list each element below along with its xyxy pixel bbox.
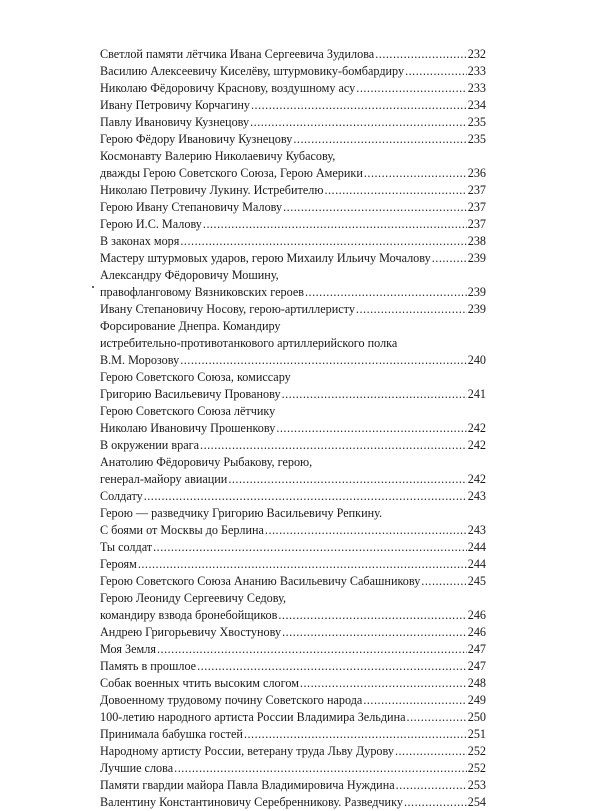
toc-entry	[100, 573, 486, 590]
toc-page-number: 247	[467, 659, 486, 673]
dot-leader	[250, 114, 467, 131]
toc-entry	[100, 658, 486, 675]
toc-entry	[100, 199, 486, 216]
toc-entry-title: 100-летию народного артиста России Владимира Зельдина	[100, 710, 406, 724]
toc-page-number: 244	[467, 557, 486, 571]
toc-entry-title: Принимала бабушка гостей	[100, 727, 243, 741]
dot-leader	[244, 726, 467, 743]
toc-entry-title: В законах моря	[100, 234, 180, 248]
toc-entry-title: Ивану Степановичу Носову, герою-артиллеристу	[100, 302, 355, 316]
toc-entry	[100, 46, 486, 63]
toc-page-number: 239	[467, 251, 486, 265]
toc-entry	[100, 63, 486, 80]
toc-entry-title: Герою Леониду Сергеевичу Седову,	[100, 591, 286, 605]
toc-page-number: 239	[467, 285, 486, 299]
toc-entry-title: Собак военных чтить высоким слогом	[100, 676, 299, 690]
dot-leader	[174, 760, 467, 777]
dot-leader	[396, 777, 467, 794]
toc-entry	[100, 454, 486, 471]
toc-entry-title: Народному артисту России, ветерану труда Льву Дурову	[100, 744, 394, 758]
toc-page-number: 252	[467, 744, 486, 758]
toc-entry-title: В.М. Морозову	[100, 353, 180, 367]
dot-leader	[203, 216, 467, 233]
toc-entry-title: Космонавту Валерию Николаевичу Кубасову,	[100, 149, 336, 163]
toc-entry	[100, 794, 486, 811]
toc-entry-title: Память в прошлое	[100, 659, 197, 673]
toc-entry	[100, 131, 486, 148]
dot-leader	[375, 46, 467, 63]
toc-entry	[100, 318, 486, 335]
toc-page-number: 238	[467, 234, 486, 248]
toc-entry	[100, 80, 486, 97]
toc-entry	[100, 777, 486, 794]
toc-entry-title: Ты солдат	[100, 540, 153, 554]
toc-entry	[100, 284, 486, 301]
dot-leader	[200, 437, 467, 454]
toc-page-number: 234	[467, 98, 486, 112]
toc-entry	[100, 607, 486, 624]
toc-entry	[100, 437, 486, 454]
toc-entry	[100, 267, 486, 284]
toc-entry	[100, 386, 486, 403]
toc-entry	[100, 420, 486, 437]
toc-entry	[100, 335, 486, 352]
toc-entry-title: Герою Фёдору Ивановичу Кузнецову	[100, 132, 293, 146]
toc-page-number: 243	[467, 523, 486, 537]
toc-entry-title: Героям	[100, 557, 137, 571]
dot-leader	[138, 556, 467, 573]
toc-entry	[100, 743, 486, 760]
toc-page-number: 253	[467, 778, 486, 792]
toc-entry-title: правофланговому Вязниковских героев	[100, 285, 304, 299]
dot-leader	[265, 522, 467, 539]
toc-page-number: 250	[467, 710, 486, 724]
toc-entry	[100, 692, 486, 709]
toc-entry-title: Моя Земля	[100, 642, 156, 656]
toc-page-number: 240	[467, 353, 486, 367]
toc-entry	[100, 301, 486, 318]
toc-page-number: 237	[467, 217, 486, 231]
toc-page-number: 236	[467, 166, 486, 180]
toc-entry	[100, 556, 486, 573]
toc-page-number: 242	[467, 472, 486, 486]
dot-leader	[364, 165, 467, 182]
toc-entry-title: Герою Советского Союза, комиссару	[100, 370, 291, 384]
dot-leader	[407, 709, 467, 726]
toc-entry-title: Герою Советского Союза лётчику	[100, 404, 276, 418]
dot-leader	[324, 182, 466, 199]
toc-entry-title: Мастеру штурмовых ударов, герою Михаилу Ильичу Мочалову	[100, 251, 431, 265]
dot-leader	[157, 641, 467, 658]
dot-leader	[421, 573, 466, 590]
toc-entry-title: Николаю Ивановичу Прошенкову	[100, 421, 276, 435]
dot-leader	[180, 352, 467, 369]
toc-entry-title: Павлу Ивановичу Кузнецову	[100, 115, 250, 129]
toc-page-number: 246	[467, 608, 486, 622]
dot-leader	[404, 794, 467, 811]
toc-entry-title: Лучшие слова	[100, 761, 174, 775]
toc-entry	[100, 624, 486, 641]
toc-page-number: 241	[467, 387, 486, 401]
dot-leader	[251, 97, 467, 114]
toc-entry	[100, 114, 486, 131]
toc-entry-title: Довоенному трудовому почину Советского народа	[100, 693, 363, 707]
toc-page-number: 247	[467, 642, 486, 656]
toc-entry	[100, 403, 486, 420]
toc-page-number: 237	[467, 183, 486, 197]
dot-leader	[282, 624, 467, 641]
dot-leader	[153, 539, 467, 556]
toc-entry	[100, 148, 486, 165]
toc-entry-title: Герою Советского Союза Ананию Васильевичу Сабашникову	[100, 574, 421, 588]
toc-entry	[100, 233, 486, 250]
toc-entry-title: С боями от Москвы до Берлина	[100, 523, 264, 537]
toc-entry	[100, 675, 486, 692]
dot-leader	[363, 692, 466, 709]
dot-leader	[395, 743, 467, 760]
toc-page-number: 233	[467, 64, 486, 78]
toc-entry	[100, 250, 486, 267]
toc-entry	[100, 182, 486, 199]
toc-entry-title: дважды Герою Советского Союза, Герою Америки	[100, 166, 363, 180]
toc-page-number: 252	[467, 761, 486, 775]
dot-leader	[356, 80, 466, 97]
toc-page-number: 245	[467, 574, 486, 588]
dot-leader	[180, 233, 466, 250]
toc-entry	[100, 97, 486, 114]
dot-leader	[144, 488, 467, 505]
dot-leader	[305, 284, 467, 301]
toc-entry	[100, 709, 486, 726]
dot-leader	[276, 420, 466, 437]
stray-mark	[92, 286, 94, 288]
toc-entry-title: Андрею Григорьевичу Хвостунову	[100, 625, 282, 639]
toc-entry	[100, 760, 486, 777]
table-of-contents	[100, 46, 486, 811]
toc-entry	[100, 522, 486, 539]
toc-entry-title: Николаю Петровичу Лукину. Истребителю	[100, 183, 324, 197]
toc-entry	[100, 726, 486, 743]
toc-entry	[100, 505, 486, 522]
dot-leader	[432, 250, 467, 267]
toc-page-number: 242	[467, 421, 486, 435]
toc-entry	[100, 165, 486, 182]
toc-entry	[100, 488, 486, 505]
toc-entry	[100, 641, 486, 658]
toc-page-number: 242	[467, 438, 486, 452]
toc-page-number: 248	[467, 676, 486, 690]
toc-page-number: 251	[467, 727, 486, 741]
toc-entry-title: Анатолию Фёдоровичу Рыбакову, герою,	[100, 455, 313, 469]
toc-entry-title: Памяти гвардии майора Павла Владимировича Нуждина	[100, 778, 395, 792]
toc-page-number: 246	[467, 625, 486, 639]
toc-entry-title: В окружении врага	[100, 438, 200, 452]
toc-entry-title: Форсирование Днепра. Командиру	[100, 319, 281, 333]
dot-leader	[197, 658, 467, 675]
toc-page-number: 249	[467, 693, 486, 707]
toc-entry-title: Солдату	[100, 489, 143, 503]
toc-entry-title: командиру взвода бронебойщиков	[100, 608, 278, 622]
toc-entry	[100, 471, 486, 488]
toc-page-number: 233	[467, 81, 486, 95]
toc-entry	[100, 539, 486, 556]
toc-entry	[100, 590, 486, 607]
toc-page-number: 244	[467, 540, 486, 554]
toc-page-number: 254	[467, 795, 486, 809]
toc-entry-title: Василию Алексеевичу Киселёву, штурмовику-бомбардиру	[100, 64, 405, 78]
toc-entry	[100, 369, 486, 386]
toc-entry	[100, 216, 486, 233]
toc-entry-title: Валентину Константиновичу Серебренникову. Разведчику	[100, 795, 403, 809]
toc-entry-title: Александру Фёдоровичу Мошину,	[100, 268, 279, 282]
toc-entry-title: Герою И.С. Малову	[100, 217, 202, 231]
toc-entry-title: Герою — разведчику Григорию Васильевичу Репкину.	[100, 506, 383, 520]
dot-leader	[228, 471, 466, 488]
toc-entry-title: истребительно-противотанкового артиллерийского полка	[100, 336, 398, 350]
dot-leader	[300, 675, 467, 692]
toc-page-number: 235	[467, 115, 486, 129]
toc-entry-title: Ивану Петровичу Корчагину	[100, 98, 250, 112]
toc-page-number: 239	[467, 302, 486, 316]
dot-leader	[356, 301, 467, 318]
dot-leader	[283, 199, 467, 216]
dot-leader	[282, 386, 467, 403]
dot-leader	[405, 63, 467, 80]
toc-entry-title: Николаю Фёдоровичу Краснову, воздушному асу	[100, 81, 356, 95]
toc-entry-title: Григорию Васильевичу Прованову	[100, 387, 281, 401]
toc-page-number: 232	[467, 47, 486, 61]
toc-entry	[100, 352, 486, 369]
toc-entry-title: генерал-майору авиации	[100, 472, 228, 486]
dot-leader	[293, 131, 466, 148]
toc-entry-title: Светлой памяти лётчика Ивана Сергеевича Зудилова	[100, 47, 375, 61]
toc-entry-title: Герою Ивану Степановичу Малову	[100, 200, 283, 214]
toc-page-number: 235	[467, 132, 486, 146]
toc-page-number: 243	[467, 489, 486, 503]
toc-page-number: 237	[467, 200, 486, 214]
dot-leader	[278, 607, 466, 624]
